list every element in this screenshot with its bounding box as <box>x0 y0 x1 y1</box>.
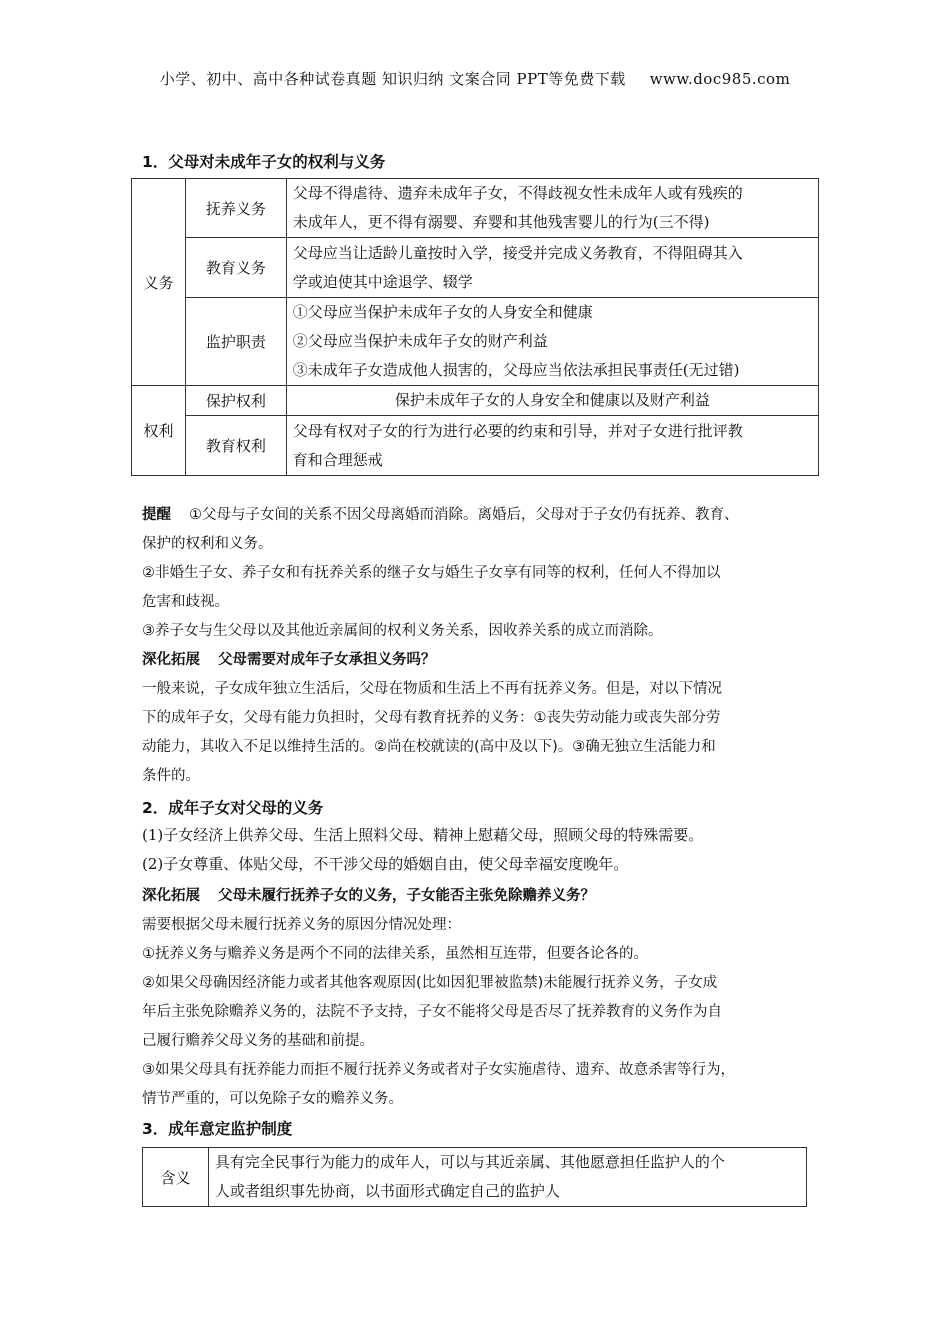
cell-line: 学或迫使其中途退学、辍学 <box>292 272 473 291</box>
extend2-line: 年后主张免除赡养义务的，法院不予支持，子女不能将父母是否尽了抚养教育的义务作为自 <box>142 1004 722 1020</box>
list-item: (2)子女尊重、体贴父母，不干涉父母的婚姻自由，使父母幸福安度晚年。 <box>142 855 629 873</box>
meaning-content <box>208 1148 806 1207</box>
cell-line: 父母不得虐待、遗弃未成年子女，不得歧视女性未成年人或有残疾的 <box>292 184 743 202</box>
cell-line: ②父母应当保护未成年子女的财产利益 <box>292 332 548 350</box>
reminder-block <box>142 501 818 646</box>
section2-title: 2．成年子女对父母的义务 <box>142 799 324 817</box>
table-row <box>132 416 819 476</box>
right-label: 权利 <box>132 386 186 476</box>
reminder-line <box>142 501 818 530</box>
row-name: 抚养义务 <box>185 179 286 238</box>
list-item: (1)子女经济上供养父母、生活上照料父母、精神上慰藉父母，照顾父母的特殊需要。 <box>142 826 704 844</box>
cell-line: 具有完全民事行为能力的成年人，可以与其近亲属、其他愿意担任监护人的个 <box>214 1153 725 1171</box>
extend2-line: 需要根据父母未履行抚养义务的原因分情况处理： <box>142 917 461 933</box>
cell-line: ③未成年子女造成他人损害的，父母应当依法承担民事责任(无过错) <box>292 361 740 379</box>
reminder-line: 保护的权利和义务。 <box>142 536 273 552</box>
parent-duty-table <box>131 178 819 476</box>
cell-line: 育和合理惩戒 <box>292 450 383 469</box>
cell-line: 保护未成年子女的人身安全和健康以及财产利益 <box>394 391 710 409</box>
extend1-question: 父母需要对成年子女承担义务吗？ <box>218 652 436 668</box>
row-name: 教育权利 <box>185 416 286 476</box>
extend2-line: ②如果父母确因经济能力或者其他客观原因(比如因犯罪被监禁)未能履行抚养义务，子女成 <box>142 975 718 991</box>
guardianship-table <box>142 1147 807 1207</box>
extend2-heading <box>142 882 818 911</box>
extend2-line: ①抚养义务与赡养义务是两个不同的法律关系，虽然相互连带，但要各论各的。 <box>142 946 648 962</box>
extend1-line: 一般来说，子女成年独立生活后，父母在物质和生活上不再有抚养义务。但是，对以下情况 <box>142 681 722 697</box>
header-site: www.doc985.com <box>649 70 791 88</box>
extend1-line: 动能力，其收入不足以维持生活的。②尚在校就读的(高中及以下)。③确无独立生活能力和 <box>142 739 716 755</box>
cell-line: 人或者组织事先协商，以书面形式确定自己的监护人 <box>214 1182 560 1200</box>
page-header <box>0 68 950 89</box>
row-name: 保护权利 <box>185 386 286 416</box>
section1-title: 1．父母对未成年子女的权利与义务 <box>142 153 386 171</box>
extend1-line: 下的成年子女，父母有能力负担时，父母有教育抚养的义务：①丧失劳动能力或丧失部分劳 <box>142 710 721 726</box>
extend1-line: 条件的。 <box>142 768 200 784</box>
table-row <box>132 298 819 386</box>
section3-title: 3．成年意定监护制度 <box>142 1120 293 1138</box>
reminder-line: ②非婚生子女、养子女和有抚养关系的继子女与婚生子女享有同等的权利，任何人不得加以 <box>142 565 721 581</box>
reminder-line: ③养子女与生父母以及其他近亲属间的权利义务关系，因收养关系的成立而消除。 <box>142 623 663 639</box>
row-content <box>286 416 818 476</box>
extend2-block <box>142 882 818 1114</box>
extend2-line: 情节严重的，可以免除子女的赡养义务。 <box>142 1091 403 1107</box>
reminder-label: 提醒 <box>142 507 171 523</box>
table-row <box>143 1148 807 1207</box>
row-name: 教育义务 <box>185 238 286 298</box>
row-content <box>286 298 818 386</box>
row-content <box>286 386 818 416</box>
duty-label: 义务 <box>132 179 186 386</box>
table-row <box>132 386 819 416</box>
row-name: 监护职责 <box>185 298 286 386</box>
extend2-line: ③如果父母具有抚养能力而拒不履行抚养义务或者对子女实施虐待、遗弃、故意杀害等行为， <box>142 1062 735 1078</box>
extend2-label: 深化拓展 <box>142 888 200 904</box>
row-content <box>286 179 818 238</box>
cell-line: 父母有权对子女的行为进行必要的约束和引导，并对子女进行批评教 <box>292 421 743 440</box>
reminder-text: ①父母与子女间的关系不因父母离婚而消除。离婚后，父母对于子女仍有抚养、教育、 <box>189 507 739 523</box>
extend1-label: 深化拓展 <box>142 652 200 668</box>
row-content <box>286 238 818 298</box>
section2-items <box>142 821 818 879</box>
extend2-line: 己履行赡养父母义务的基础和前提。 <box>142 1033 374 1049</box>
header-text: 小学、初中、高中各种试卷真题 知识归纳 文案合同 PPT等免费下载 <box>159 70 626 88</box>
cell-line: 父母应当让适龄儿童按时入学，接受并完成义务教育，不得阻碍其入 <box>292 243 743 262</box>
cell-line: 未成年人，更不得有溺婴、弃婴和其他残害婴儿的行为(三不得) <box>292 213 710 231</box>
table-row <box>132 179 819 238</box>
cell-line: ①父母应当保护未成年子女的人身安全和健康 <box>292 303 593 321</box>
reminder-line: 危害和歧视。 <box>142 594 229 610</box>
extend2-question: 父母未履行抚养子女的义务，子女能否主张免除赡养义务？ <box>218 888 595 904</box>
table-row <box>132 238 819 298</box>
extend1-heading <box>142 646 818 675</box>
extend1-block <box>142 646 818 791</box>
meaning-label: 含义 <box>143 1148 209 1207</box>
